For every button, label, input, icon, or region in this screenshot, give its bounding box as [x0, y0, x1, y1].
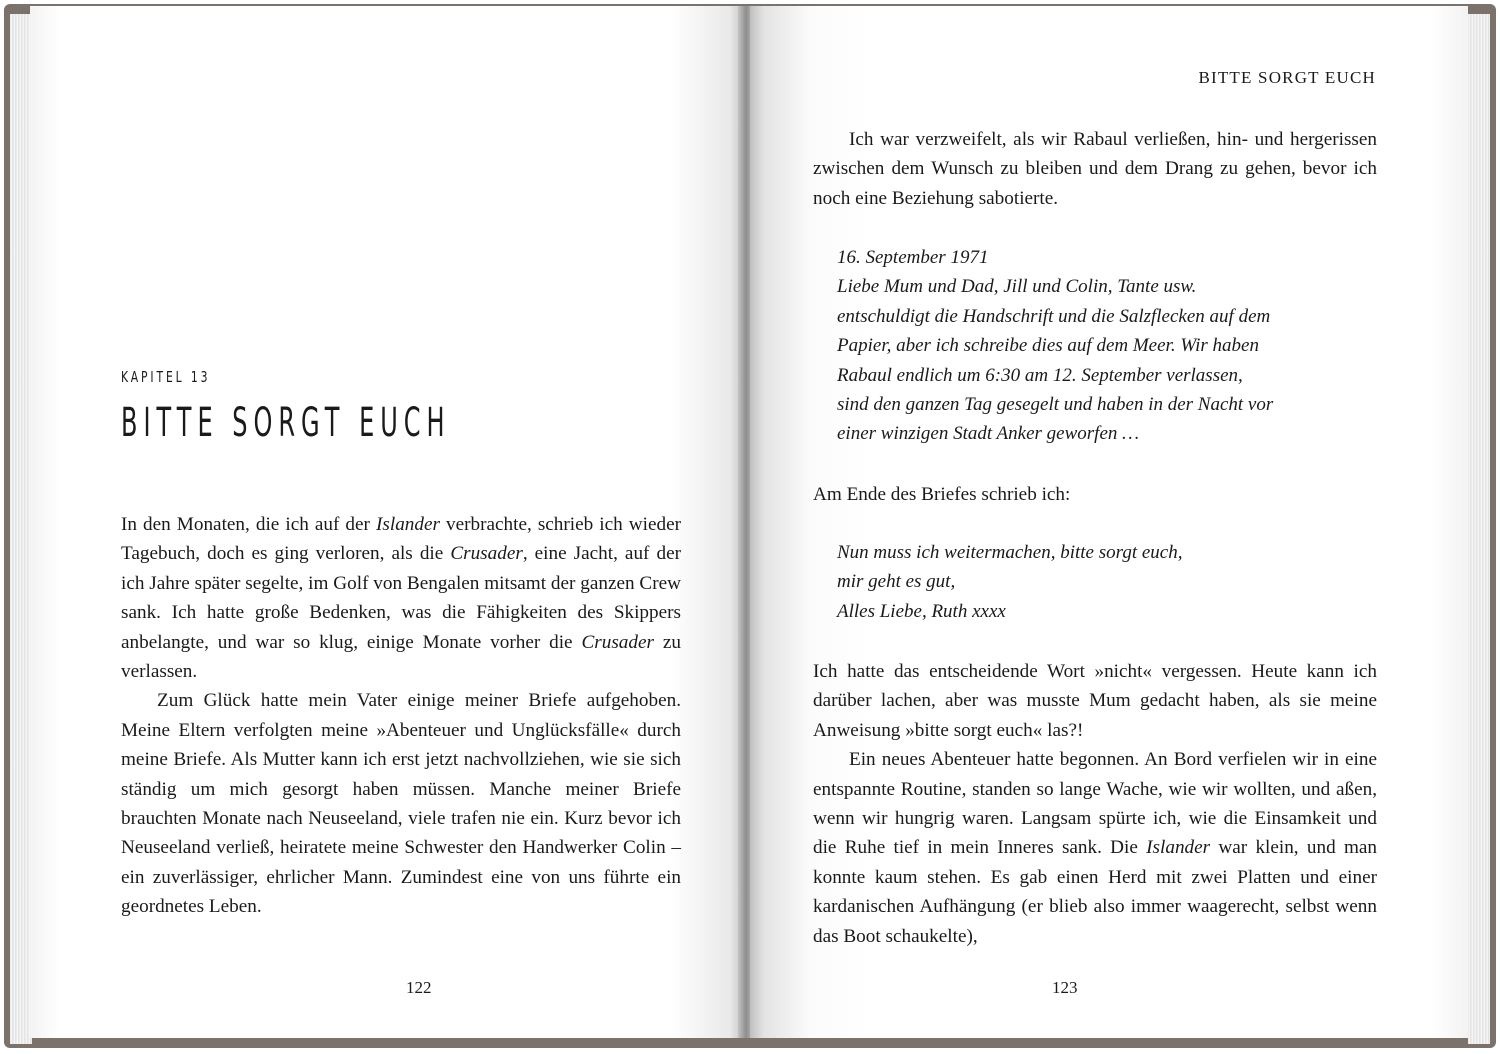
italic-segment: Islander — [1146, 837, 1211, 859]
end-intro-text — [813, 480, 1377, 509]
italic-segment: Crusader — [450, 543, 523, 565]
letter-line: Rabaul endlich um 6:30 am 12. September verlassen, — [837, 364, 1243, 386]
running-head: BITTE SORGT EUCH — [1198, 68, 1376, 87]
body-paragraph — [813, 745, 1377, 951]
letter-line: entschuldigt die Handschrift und die Salzflecken auf dem — [837, 305, 1271, 327]
text-segment: war klein, und man konnte kaum stehen. Es gab einen Herd mit zwei Platten und einer kardanischen Aufhängung (er blieb also immer waagerecht, selbst wenn das Boot schaukelte), — [813, 837, 1377, 947]
text-segment: Zum Glück hatte mein Vater einige meiner Briefe aufgehoben. Meine Eltern verfolgten meine »Abenteuer und Unglücksfälle« durch meine Briefe. Als Mutter kann ich erst jetzt nachvollziehen, wie sie sich ständig um mich gesorgt haben müssen. Manche meiner Briefe brauchten Monate nach Neuseeland, viele trafen nie ein. Kurz bevor ich Neuseeland verließ, heiratete meine Schwester den Handwerker Colin – ein zuverlässiger, ehrlicher Mann. Zumindest eine von uns führte ein geordnetes Leben. — [121, 690, 681, 918]
page-number: 122 — [406, 978, 432, 997]
body-paragraph — [121, 686, 681, 921]
text-segment: zu verlassen. — [121, 631, 681, 683]
letter-line: 16. September 1971 — [837, 247, 989, 268]
letter-line: sind den ganzen Tag gesegelt und haben in der Nacht vor — [837, 394, 1274, 416]
chapter-label: KAPITEL 13 — [121, 368, 211, 386]
text-segment: Ich hatte das entscheidende Wort »nicht« vergessen. Heute kann ich darüber lachen, aber was musste Mum gedacht haben, als sie meine Anweisung »bitte sorgt euch« las?! — [813, 661, 1377, 741]
closing-line: mir geht es gut, — [837, 571, 956, 593]
left-page — [30, 6, 742, 1038]
body-paragraph — [121, 510, 681, 686]
text-segment: In den Monaten, die ich auf der — [121, 514, 376, 535]
end-intro-line: Am Ende des Briefes schrieb ich: — [813, 484, 1071, 505]
text-segment: , eine Jacht, auf der ich Jahre später segelte, im Golf von Bengalen mitsamt der ganzen Crew sank. Ich hatte große Bedenken, was die Fähigkeiten des Skippers anbelangte, und war so klug, einige Monate vorher die — [121, 543, 681, 653]
text-segment: Ein neues Abenteuer hatte begonnen. An Bord verfielen wir in eine entspannte Routine, standen so lange Wache, wie wir wollten, und aßen, wenn wir hungrig waren. Langsam spürte ich, wie die Einsamkeit und die Ruhe tief in mein Inneres sank. Die — [813, 749, 1377, 859]
page-edges-left — [10, 14, 32, 1044]
closing-line: Nun muss ich weitermachen, bitte sorgt euch, — [837, 542, 1183, 563]
letter-line: Liebe Mum und Dad, Jill und Colin, Tante usw. — [837, 276, 1197, 298]
right-page — [750, 6, 1468, 1038]
chapter-title: BITTE SORGT EUCH — [121, 400, 451, 446]
letter-closing — [837, 538, 1357, 626]
body-paragraph — [813, 657, 1377, 745]
letter-line: einer winzigen Stadt Anker geworfen … — [837, 423, 1140, 445]
left-body-text — [121, 510, 681, 922]
page-edges-right — [1468, 14, 1490, 1044]
closing-line: Alles Liebe, Ruth xxxx — [837, 600, 1006, 622]
right-body-text — [813, 657, 1377, 951]
intro-paragraph: Ich war verzweifelt, als wir Rabaul verließen, hin- und hergerissen zwischen dem Wunsch zu bleiben und dem Drang zu gehen, bevor ich noch eine Beziehung sabotierte. — [813, 129, 1377, 209]
text-segment: verbrachte, schrieb ich wieder Tagebuch, doch es ging verloren, als die — [121, 514, 681, 565]
right-intro-text — [813, 125, 1377, 213]
page-number: 123 — [1052, 978, 1078, 997]
italic-segment: Crusader — [581, 631, 654, 653]
italic-segment: Islander — [376, 514, 440, 535]
letter-excerpt — [837, 243, 1357, 449]
letter-line: Papier, aber ich schreibe dies auf dem Meer. Wir haben — [837, 335, 1259, 357]
